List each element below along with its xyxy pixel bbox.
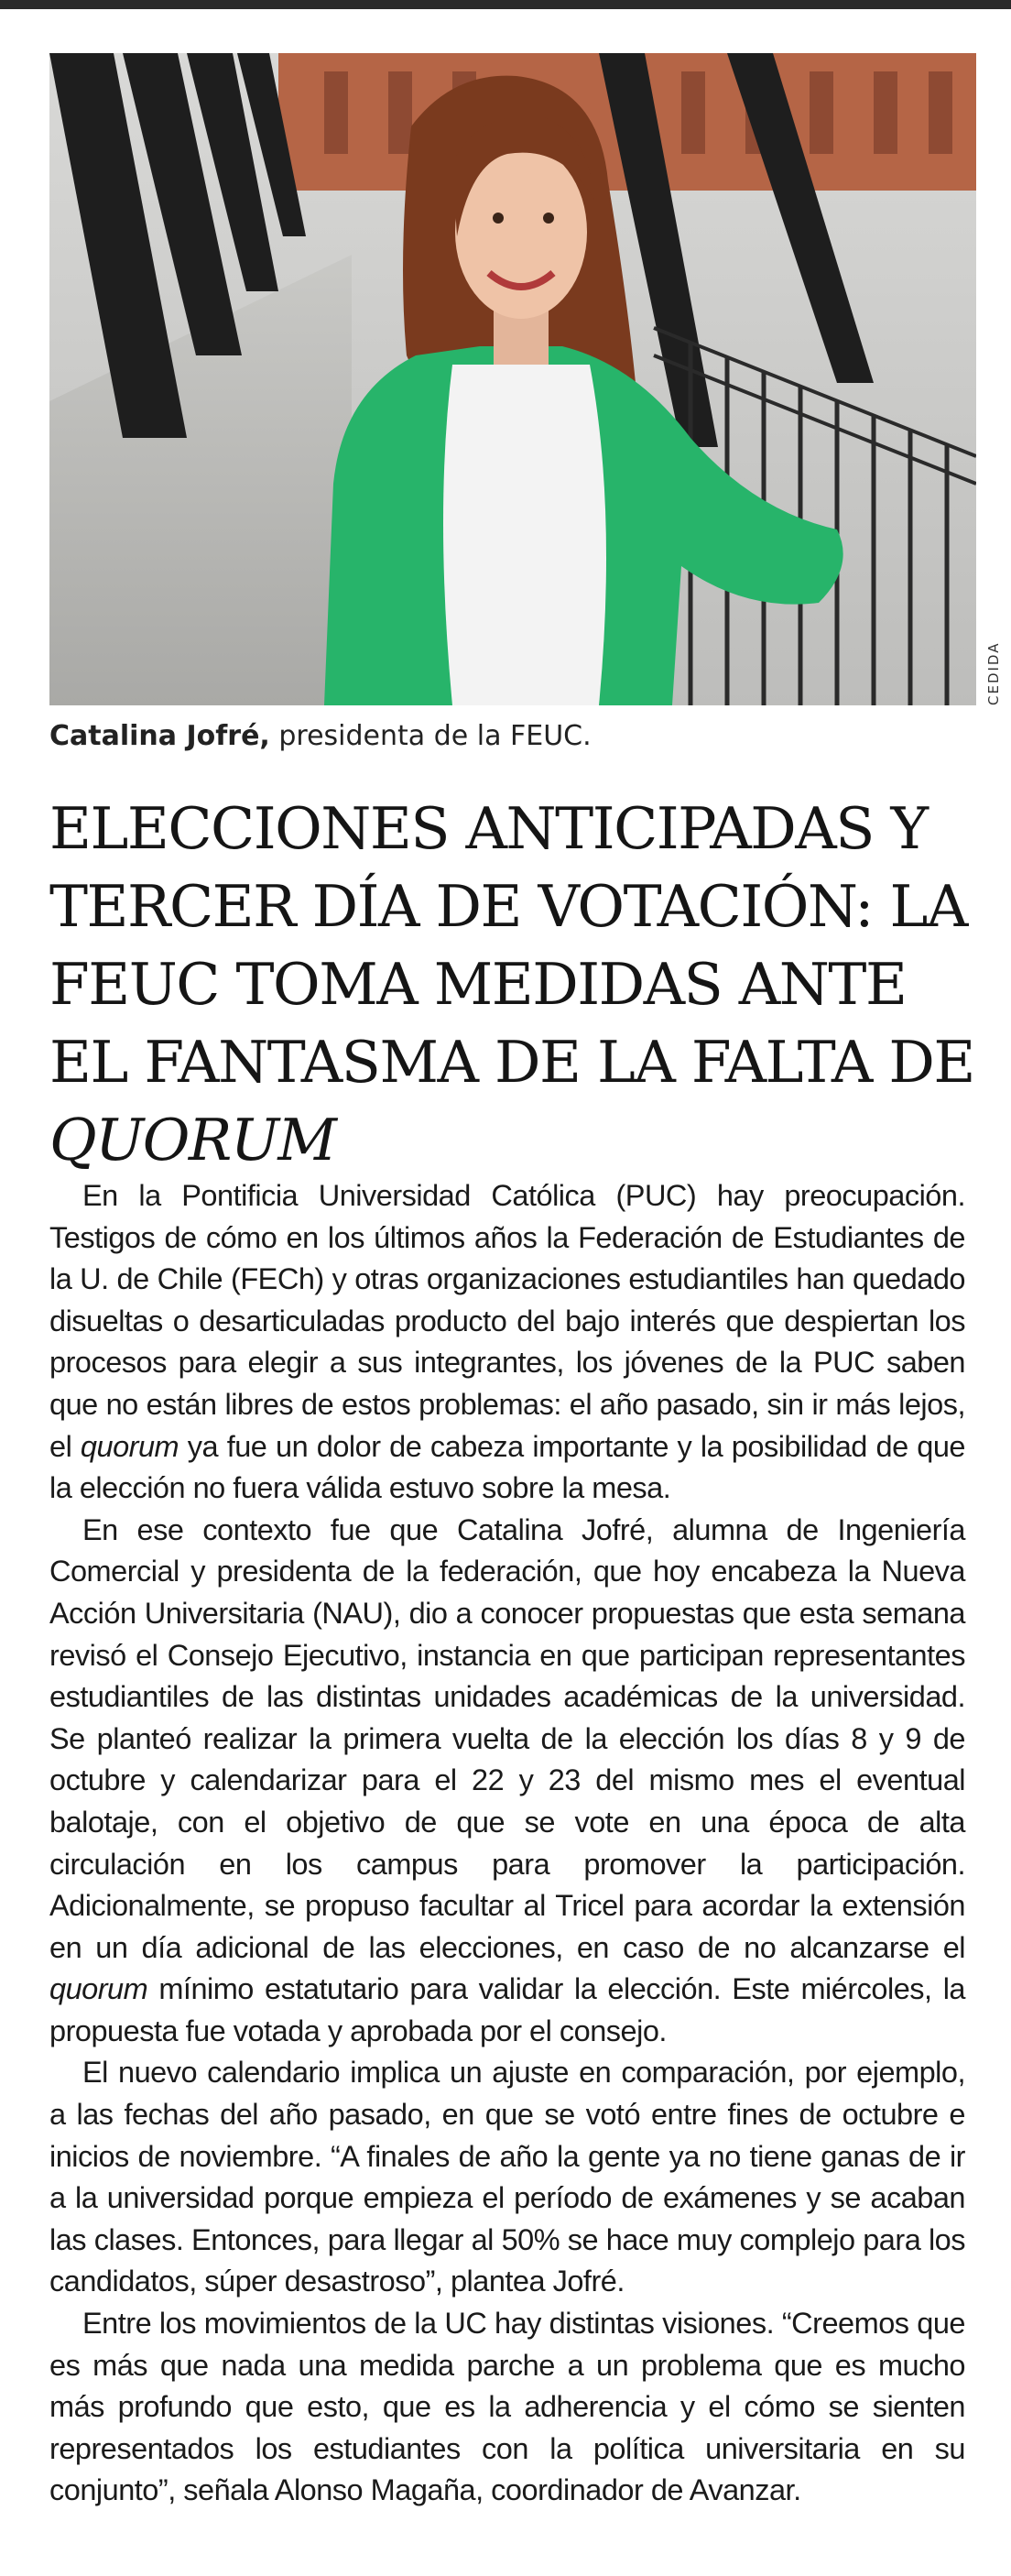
article-paragraph-2 (49, 1510, 965, 2053)
page-top-rule (0, 0, 1011, 9)
p2-italic: quorum (49, 1972, 148, 2006)
article-paragraph-4: Entre los movimientos de la UC hay distintas visiones. “Creemos que es más que nada una medida parche a un problema que es mucho más profundo que esto, que es la adherencia y el cómo se sienten representados los estudiantes con la política universitaria en su conjunto”, señala Alonso Magaña, coordinador de Avanzar. (49, 2307, 965, 2507)
p1-text-a: En la Pontificia Universidad Católica (PUC) hay preocupación. Testigos de cómo en los últimos años la Federación de Estudiantes de la U. de Chile (FECh) y otras organizaciones estudiantiles han quedado disueltas o desarticuladas producto del bajo interés que despiertan los procesos para elegir a sus integrantes, los jóvenes de la PUC saben que no están libres de estos problemas: el año pasado, sin ir más lejos, el (49, 1179, 965, 1463)
photo-caption (49, 718, 976, 755)
caption-name: Catalina Jofré, (49, 720, 270, 752)
photo-credit: CEDIDA (985, 641, 1002, 705)
p2-text-b: mínimo estatutario para validar la elección. Este miércoles, la propuesta fue votada y aprobada por el consejo. (49, 1972, 965, 2047)
p2-text-a: En ese contexto fue que Catalina Jofré, alumna de Ingeniería Comercial y presidenta de la federación, que hoy encabeza la Nueva Acción Universitaria (NAU), dio a conocer propuestas que esta semana revisó el Consejo Ejecutivo, instancia en que participan representantes estudiantiles de las distintas unidades académicas de la universidad. Se planteó realizar la primera vuelta de la elección los días 8 y 9 de octubre y calendarizar para el 22 y 23 del mismo mes el eventual balotaje, con el objetivo de que se vote en una época de alta circulación en los campus para promover la participación. Adicionalmente, se propuso facultar al Tricel para acordar la extensión en un día adicional de las elecciones, en caso de no alcanzarse el (49, 1512, 965, 1964)
article-photo (49, 53, 976, 705)
caption-text: presidenta de la FEUC. (269, 720, 592, 752)
p1-text-b: ya fue un dolor de cabeza importante y la posibilidad de que la elección no fuera válida estuvo sobre la mesa. (49, 1429, 965, 1505)
p1-italic: quorum (80, 1429, 179, 1463)
article-paragraph-3: El nuevo calendario implica un ajuste en comparación, por ejemplo, a las fechas del año pasado, en que se votó entre fines de octubre e inicios de noviembre. “A finales de año la gente ya no tiene ganas de ir a la universidad porque empieza el período de exámenes y se acaban las clases. Entonces, para llegar al 50% se hace muy complejo para los candidatos, súper desastroso”, plantea Jofré. (49, 2056, 965, 2298)
headline-italic: QUORUM (49, 1107, 336, 1173)
article-paragraph-1 (49, 1175, 965, 1510)
portrait-image (49, 53, 976, 705)
headline-main: ELECCIONES ANTICIPADAS Y TERCER DÍA DE VOTACIÓN: LA FEUC TOMA MEDIDAS ANTE EL FANTASMA DE LA FALTA DE (49, 795, 974, 1096)
article-body (49, 1175, 965, 2512)
article-headline (49, 790, 976, 1179)
